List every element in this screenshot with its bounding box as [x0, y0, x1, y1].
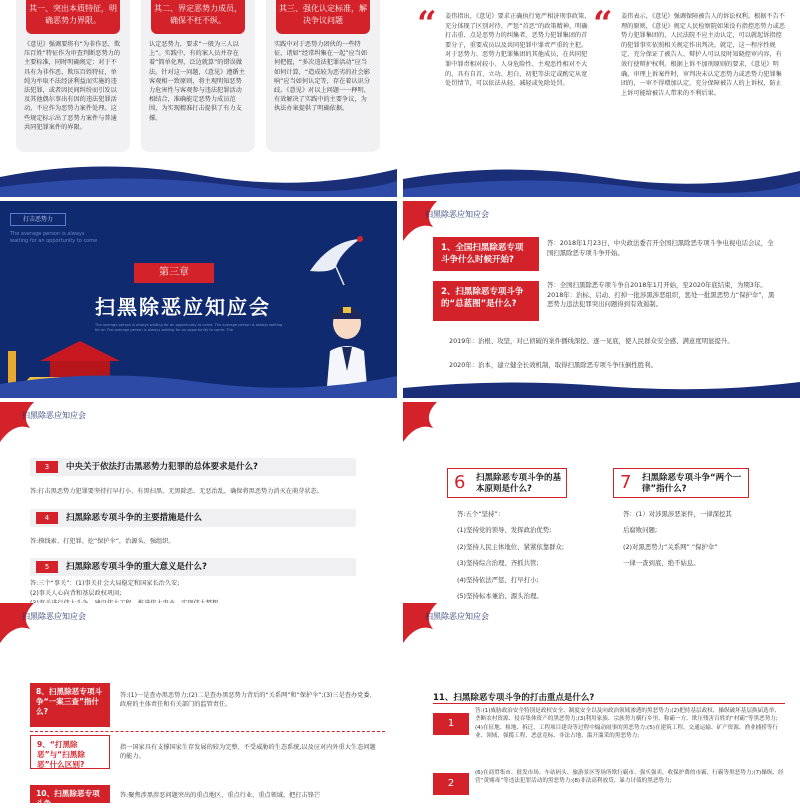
subtitle-line: The average person is always waiting for an opportunity to come. The average person is always waiting for an The average person is always waiting for an opportunity to come. The [95, 323, 283, 332]
question-text: 扫黑除恶专项斗争的主要措施是什么 [66, 513, 203, 523]
answer-9: 指一国家具有支撑国家生存发展的较为完整、不受威胁的生态系统,以及应对内外重大生态问题的能力。 [120, 744, 376, 761]
question-text: 扫黑除恶专项斗争的重大意义是什么? [66, 562, 207, 572]
question-box-1: 1、全国扫黑除恶专项斗争什么时候开始? [433, 237, 539, 271]
answer-text: (2)事关人心向背和基层政权巩固; [30, 590, 122, 597]
question-box-2: 2、扫黑除恶专项斗争的“总蓝图”是什么? [433, 281, 539, 321]
list-item: (2)对黑恶势力“关系网” “保护伞” [623, 542, 718, 551]
number-badge-2: 2 [433, 773, 469, 795]
slide-header: 扫黑除恶应知应会 [22, 411, 86, 420]
crane-icon [300, 231, 370, 291]
chapter-badge: 第三章 [134, 263, 214, 283]
focus-text-1: 答:(1)威胁政治安全特别是政权安全、制度安全以及向政治领域渗透的黑恶势力;(2)把持基层政权、操纵破坏基层换届选举、垄断农村资源、侵吞集体资产的黑恶势力;(3)利用家族、宗族势力横行乡里、称霸一方、欺压残害百姓的“村霸”等黑恶势力;(4)在征地、租地、拆迁、工程项目建设等过程中煽动闹事的黑恶势力;(5)在建筑工程、交通运输、矿产资源、渔业捕捞等行业、领域，强揽工程、恶意竞标、非法占地、滥开滥采的黑恶势力; [475, 708, 780, 740]
quote-icon: “ [417, 4, 437, 44]
slide-4[interactable] [403, 201, 800, 398]
slide-8[interactable] [403, 603, 800, 800]
list-item: (4)坚持依法严惩、打早打小; [457, 575, 539, 584]
paragraph-2020: 2020年：治本，建立健全长效机制，取得扫黑除恶专项斗争压倒性胜利。 [449, 361, 657, 369]
wave-decoration [403, 376, 800, 398]
answer-1: 答：2018年1月23日，中央政法委召开全国扫黑除恶专项斗争电视电话会议，全国扫黑除恶专项斗争开始。 [547, 239, 774, 257]
answer-text: 答:三个“事关”：(1)事关社会大局稳定和国家长治久安; [30, 580, 180, 587]
slide-header: 扫黑除恶应知应会 [425, 612, 489, 621]
card-title: 其一、突出本质特征，明确恶势力界限。 [26, 0, 120, 34]
card-text: 实践中对于恶势力团伙的一些特征，诸如“经常纠集在一起”应当如何把握，“多次违法犯罪活动”应当如何计算，“造成较为恶劣的社会影响”应当如何认定等，存在着认识分歧。《意见》对以上问题一一释明，有效解决了实践中的主要争议，为执法办案提供了明确依据。 [274, 41, 371, 113]
divider [433, 703, 785, 704]
card-2 [141, 0, 255, 152]
two-alwayses-box [613, 468, 749, 498]
card-1 [16, 0, 130, 152]
focus-text-2: (6)在商贸集市、批发市场、车站码头、旅游景区等场所欺行霸市、强买强卖、收保护费的市霸、行霸等黑恶势力;(7)操纵、经营“黄赌毒”等违法犯罪活动的黑恶势力;(8)非法高利放贷、暴力讨债的黑恶势力; [475, 770, 784, 785]
flag-icon [403, 402, 437, 442]
slide-header: 扫黑除恶应知应会 [425, 210, 489, 219]
list-item: (2)坚持人民主体地位、紧紧依靠群众; [457, 542, 565, 551]
question-number: 3 [36, 461, 58, 473]
question-box-8: 8、扫黑除恶专项斗争“一案三查”指什么? [30, 683, 110, 727]
divider [30, 731, 385, 732]
card-title: 其二、界定恶势力成员，确保不枉不纵。 [151, 0, 245, 34]
slide-5[interactable] [0, 402, 397, 599]
slide-header: 扫黑除恶应知应会 [22, 612, 86, 621]
card-title: 其三、强化认定标准，解决争议问题 [276, 0, 370, 34]
question-number: 5 [36, 561, 58, 573]
flag-icon [0, 402, 34, 442]
two-alwayses-list [623, 506, 783, 572]
left-paragraph: 姜伟指出，《意见》要求正确执行宽严相济刑事政策，充分体现了区别对待、严惩“首恶”的政策精神，明确打击重、点是恶势力的纠集者、恶势力犯罪集团的首要分子，重要成员以及共同犯罪中罪责严重的主犯。对于恶势力、恶势力犯罪集团的其他成员，在共同犯罪中罪责相对较小、人身危险性、主观恶性相对不大的，具有自首、立功、坦白、初犯等法定或酌定从宽处罚情节，可以依法从轻、减轻或免除处罚。 [445, 13, 591, 88]
question-bar-5 [30, 558, 356, 576]
list-item: (5)坚持标本兼治、源头治理。 [457, 592, 543, 601]
wave-decoration [0, 157, 397, 197]
section-tag: 打击恶势力 [10, 213, 66, 226]
slide-1[interactable] [0, 0, 397, 197]
box-text: 扫黑除恶专项斗争的基本原则是什么? [476, 473, 562, 494]
quote-icon: “ [593, 4, 613, 44]
number-badge-1: 1 [433, 713, 469, 735]
box-number: 7 [620, 472, 632, 493]
list-item: (3)坚持综合治理、齐抓共管; [457, 559, 539, 568]
question-bar-3 [30, 458, 356, 476]
question-text: 中央关于依法打击黑恶势力犯罪的总体要求是什么? [66, 462, 258, 472]
box-text: 扫黑除恶专项斗争“两个一律”指什么? [642, 473, 742, 494]
paragraph-2019: 2019年：治根、攻坚，对已侦破的案件播线深挖、逐一见底，使人民群众安全感、满意度明显提升。 [449, 337, 734, 345]
answer-text: 答:摸线索、打犯罪、挖“保护伞”，治源头、强组织。 [30, 538, 175, 545]
principle-box [447, 468, 567, 498]
answer-10: 答:聚焦涉黑涉恶问题突出的重点地区、重点行业、重点领域，把打击锋芒 [120, 792, 321, 799]
question-title: 11、扫黑除恶专项斗争的打击重点是什么? [433, 693, 595, 703]
card-3 [266, 0, 380, 152]
answer-2: 答：全国扫黑除恶专项斗争自2018年1月开始，至2020年底结束，为期3年。2018年：治标、启动、打掉一批涉黑涉恶组织，惩处一批黑恶势力“保护伞”，黑恶势力违法犯罪突出问题得到有效遏制。 [547, 281, 775, 309]
question-bar-4 [30, 509, 356, 527]
tag-subtitle: The average person is always waiting for an opportunity to come [10, 231, 98, 244]
answer-text: 答:打击黑恶势力犯罪要坚持打早打小、有黑扫黑、无黑除恶、无恶治乱，确保将黑恶势力消灭在萌芽状态。 [30, 488, 323, 495]
list-item: 答:五个“坚持”： [457, 510, 505, 518]
list-item: 答：(1）对涉黑涉恶案件，一律深挖其 [623, 510, 732, 518]
flag-icon [403, 201, 437, 241]
slide-3[interactable] [0, 201, 397, 398]
flag-icon [403, 603, 437, 643]
list-item: 一律一查到底、绝不姑息。 [623, 559, 700, 568]
list-item: (1)坚持党的领导、发挥政治优势; [457, 526, 552, 535]
right-paragraph: 姜伟表示，《意见》强调保障被告人的诉讼权利。根据不告不理的原则，《意见》规定人民检察院如果没有指控恶势力或恶势力犯罪集团的，人民法院不应主动认定，可以就起诉指控的犯罪事实依照相关规定作出判决。就定，这一程序性规定，充分保证了被告人、辩护人可以及时知晓控审内容，有效行使辩护权利。根据上诉不加刑原则的要求，《意见》明确，审理上诉案件时，审判决未认定恶势力或恶势力犯罪集团的，一审不得增加认定，充分保障被告人的上诉权，防止上诉可能给被告人带来的不利后果。 [621, 13, 785, 97]
list-item: 后腐败问题; [623, 526, 658, 535]
flag-icon [0, 603, 34, 643]
card-text: 认定恶势力，要求“一般为三人以上”。实践中，有的案人员并存在着“简单化理、泛边就算”的错误做法。针对这一问题，《意见》遵循主客观相一致原则，将主观明知恶势力危害性与客观参与违法犯罪活动相结合，准确能定恶势力成员范围，为实现精准打击提供了有力支撑。 [149, 41, 245, 122]
principles-list [457, 506, 617, 604]
answer-8: 答:(1)一是查办黑恶势力;(2)二是查办黑恶势力背后的“关系网”和“保护伞”;(3)三是查办党委、政府的主体责任和有关部门的监管责任。 [120, 692, 376, 709]
card-text: 《意见》强调要将有“为非作恶、欺压百姓”特征作为审查判断恶势力的主要标准，同时明确规定：对于不具有为非作恶、欺压百姓特征，单纯为牟取不法经济利益而实施的违法犯罪，或者因民间纠纷而引发以及其他偶尔事出有因的违法犯罪活动，不应作为恶势力案件处理。这些规定标示出了恶势力案件与普通共同犯罪案件的界限。 [24, 41, 121, 131]
question-box-9: 9、“打黑除恶”与“扫黑除恶”什么区别? [30, 735, 110, 769]
page-title: 扫黑除恶应知应会 [95, 295, 271, 319]
box-number: 6 [454, 472, 466, 493]
question-number: 4 [36, 512, 58, 524]
question-box-10: 10、扫黑除恶专项斗争 [30, 785, 110, 803]
wave-decoration [403, 157, 800, 197]
wave-decoration [0, 358, 397, 398]
slide-2[interactable] [403, 0, 800, 197]
slide-6[interactable] [403, 402, 800, 599]
slide-7[interactable] [0, 603, 397, 808]
